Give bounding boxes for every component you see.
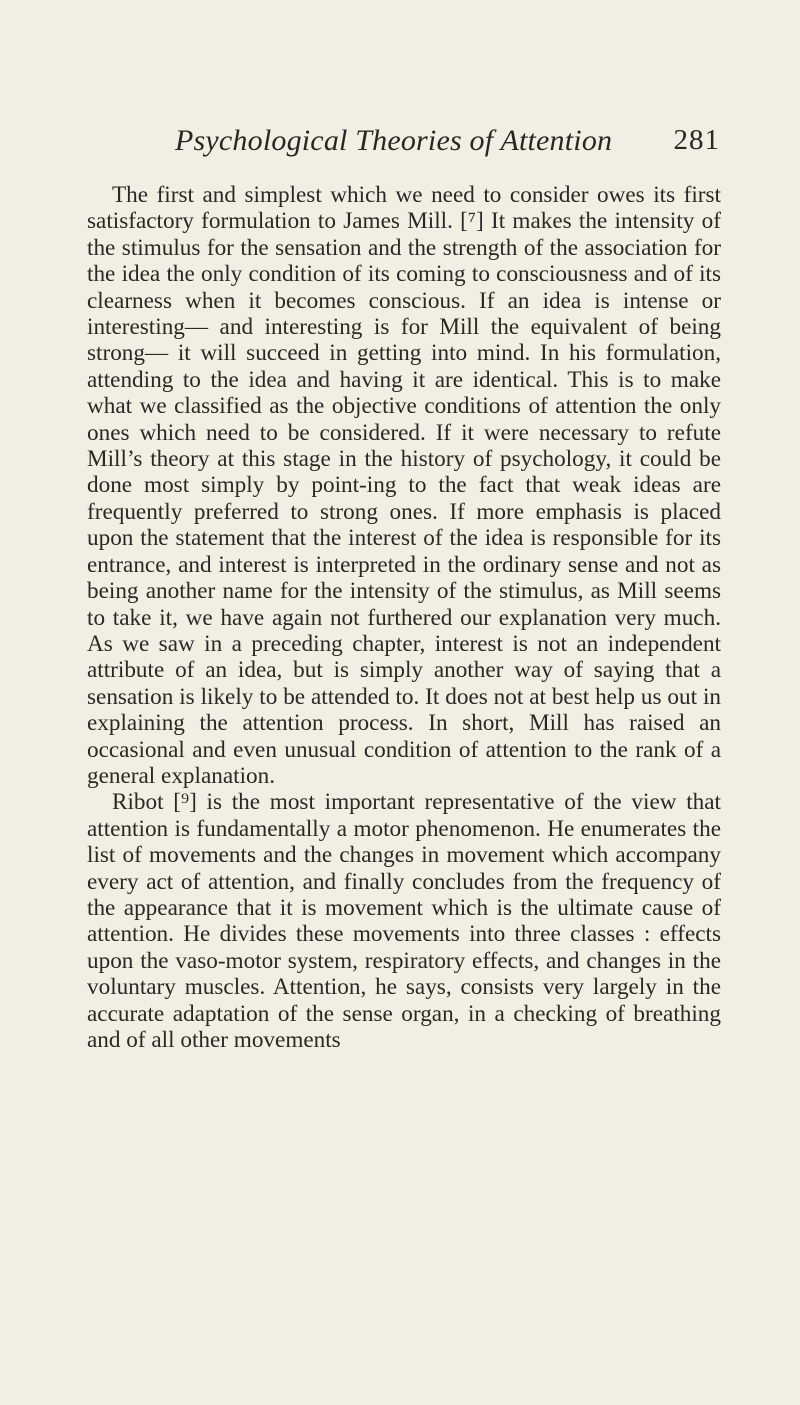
page-number: 281 bbox=[673, 124, 720, 156]
body-text bbox=[87, 182, 721, 1053]
running-head bbox=[175, 124, 720, 164]
paragraph-james-mill: The first and simplest which we need to consider owes its first satisfactory formulation to James Mill. [⁷] It makes the intensity of the stimulus for the sensation and the strength of the association for the idea the only condition of its coming to consciousness and of its clearness when it becomes conscious. If an idea is intense or interesting— and interesting is for Mill the equivalent of being strong— it will succeed in getting into mind. In his formulation, attending to the idea and having it are identical. This is to make what we classified as the objective conditions of attention the only ones which need to be considered. If it were necessary to refute Mill’s theory at this stage in the history of psychology, it could be done most simply by point-ing to the fact that weak ideas are frequently preferred to strong ones. If more emphasis is placed upon the statement that the interest of the idea is responsible for its entrance, and interest is interpreted in the ordinary sense and not as being another name for the intensity of the stimulus, as Mill seems to take it, we have again not furthered our explanation very much. As we saw in a preceding chapter, interest is not an independent attribute of an idea, but is simply another way of saying that a sensation is likely to be attended to. It does not at best help us out in explaining the attention process. In short, Mill has raised an occasional and even unusual condition of attention to the rank of a general explanation. bbox=[87, 182, 721, 789]
paragraph-ribot: Ribot [⁹] is the most important representative of the view that attention is fundamentally a motor phenomenon. He enumerates the list of movements and the changes in movement which accompany every act of attention, and finally concludes from the frequency of the appearance that it is movement which is the ultimate cause of attention. He divides these movements into three classes : effects upon the vaso-motor system, respiratory effects, and changes in the voluntary muscles. Attention, he says, consists very largely in the accurate adaptation of the sense organ, in a checking of breathing and of all other movements bbox=[87, 789, 721, 1053]
running-title: Psychological Theories of Attention bbox=[175, 124, 613, 157]
